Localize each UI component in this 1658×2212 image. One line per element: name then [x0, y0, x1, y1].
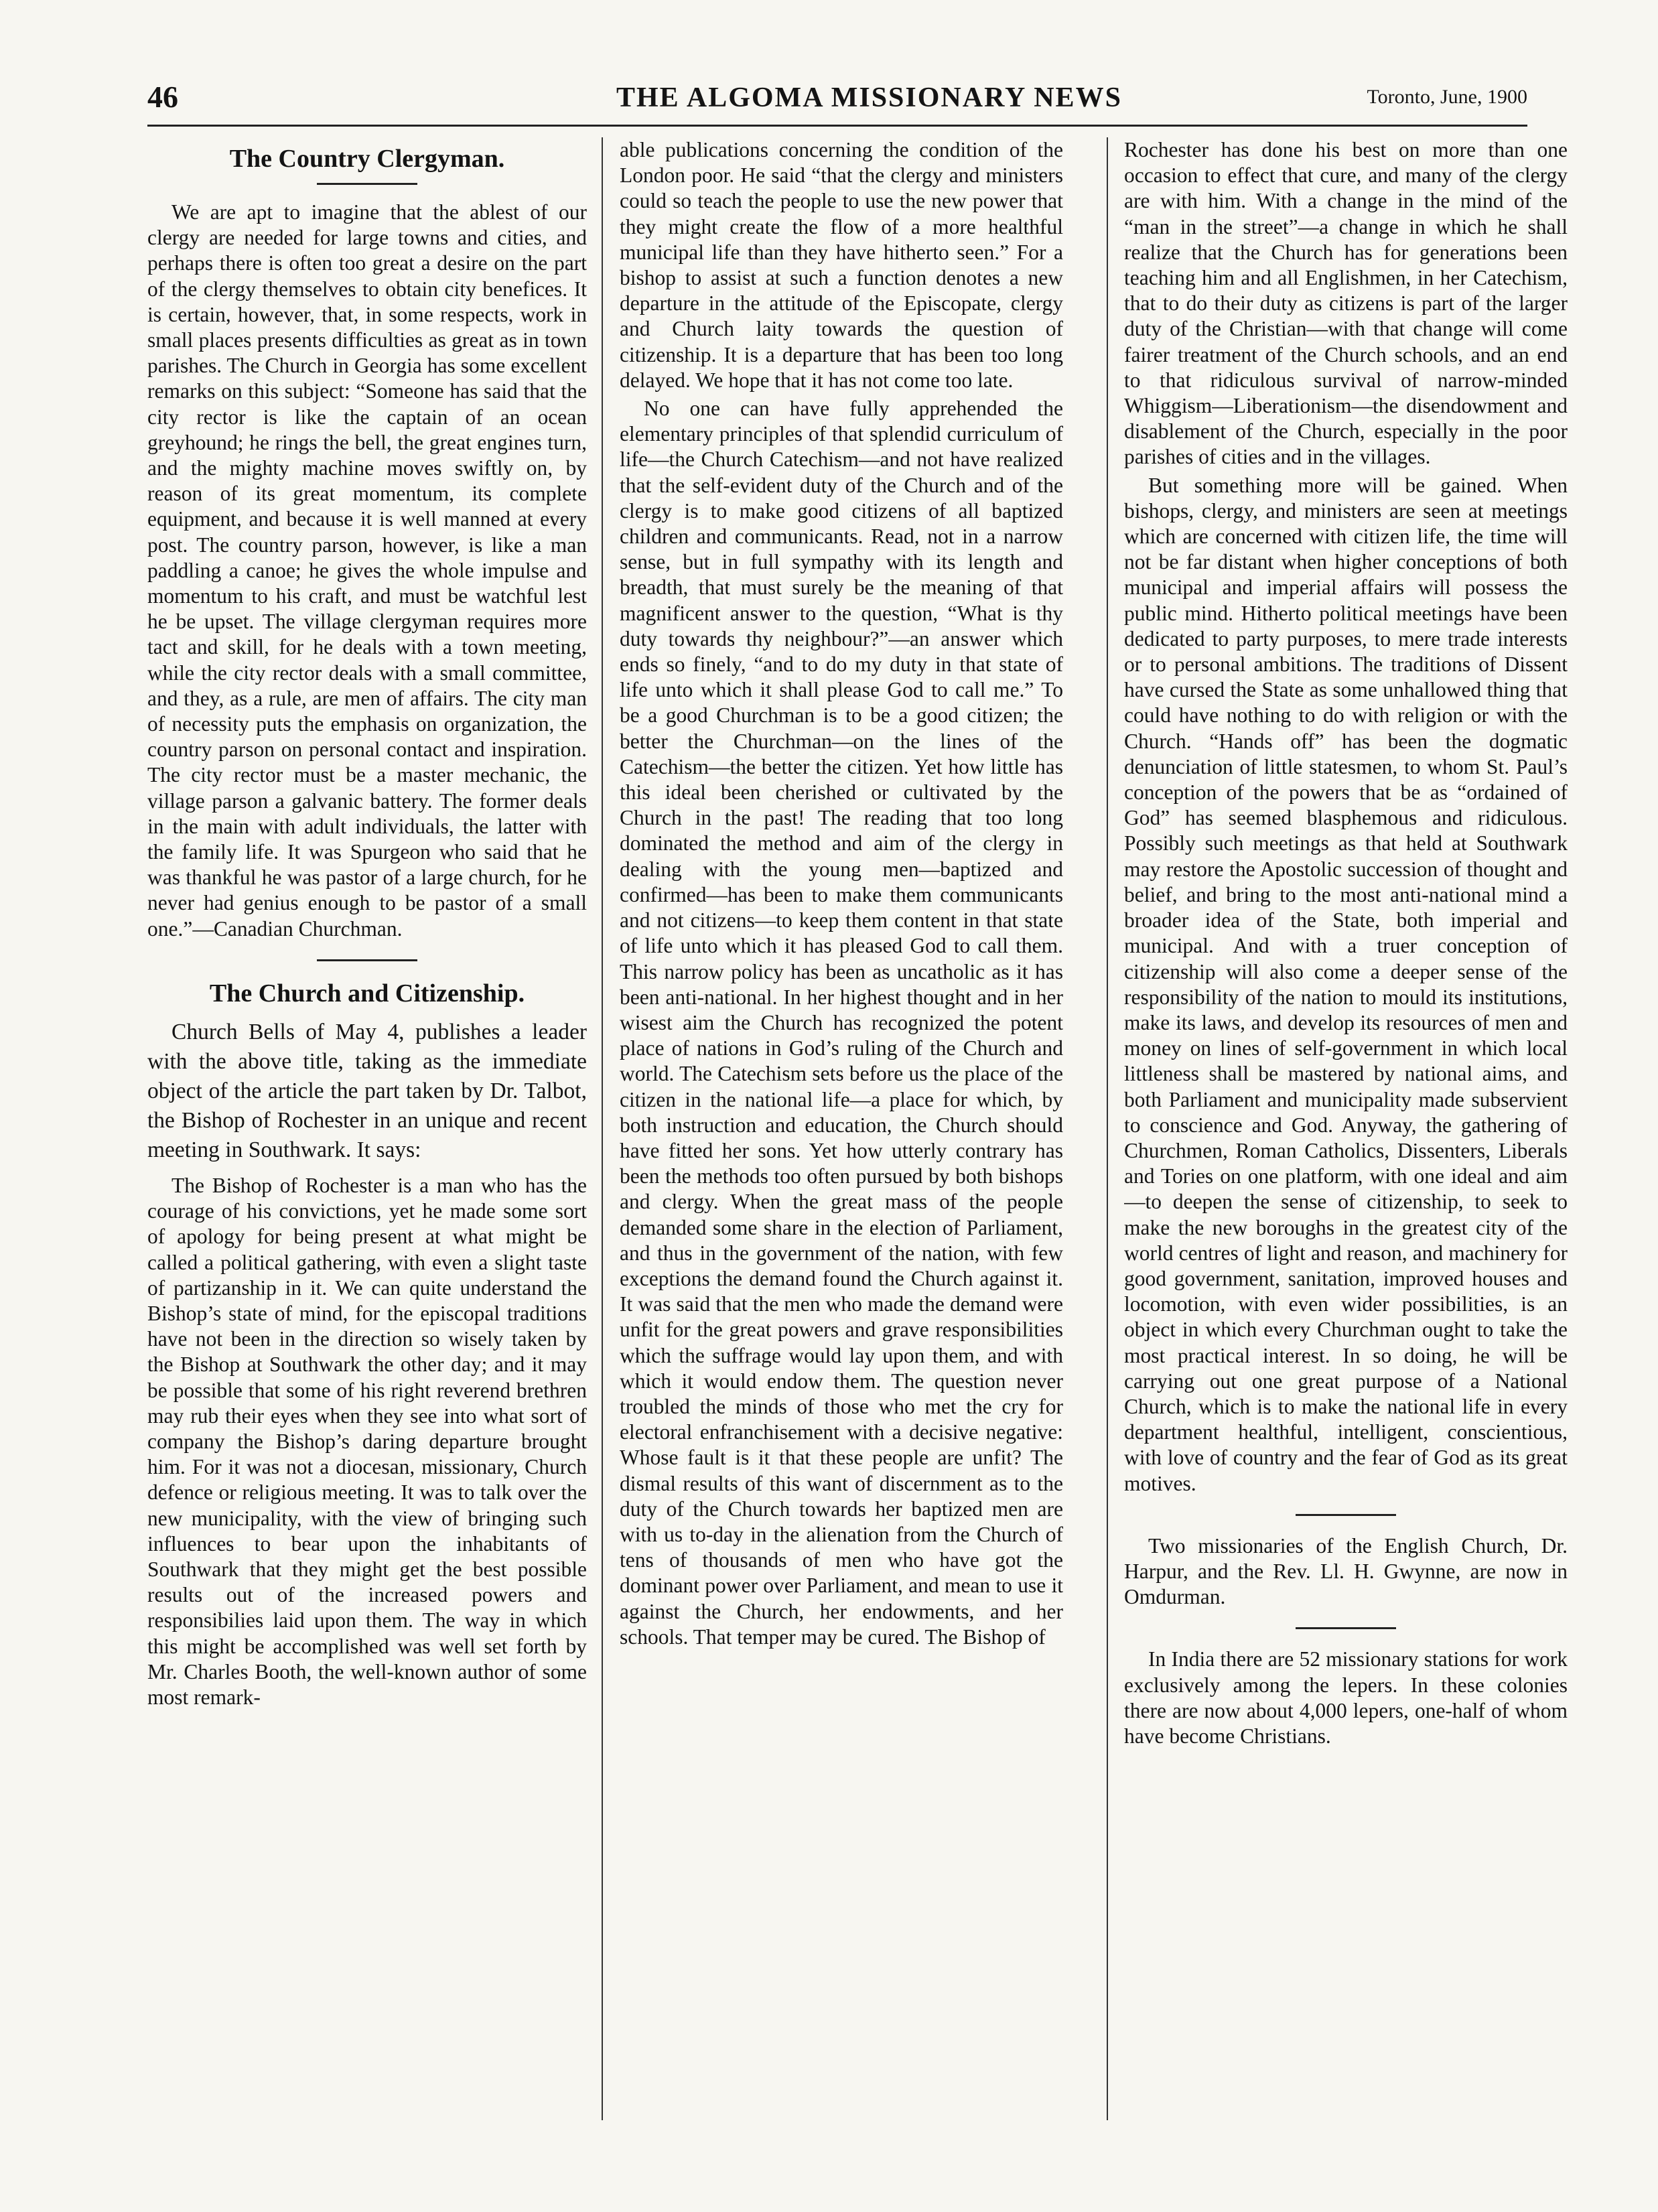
header-rule: [147, 125, 1527, 127]
section-divider: [1296, 1627, 1396, 1629]
page-number: 46: [147, 80, 178, 114]
article-paragraph: able publications concerning the condition of the London poor. He said “that the clergy and ministers could so teach the people to use the new power that they might create the flow of a more healthful municipal life than they have hitherto seen.” For a bishop to assist at such a function denotes a new departure in the attitude of the Episcopate, clergy and Church laity towards the question of citizenship. It is a departure that has been too long delayed. We hope that it has not come too late.: [620, 138, 1063, 392]
column-divider-2: [1107, 137, 1108, 2120]
column-divider-1: [602, 137, 603, 2120]
article-intro: Church Bells of May 4, publishes a leader with the above title, taking as the immediate object of the article the part taken by Dr. Talbot, the Bishop of Rochester in an unique and recent meeting in Southwark. It says:: [147, 1019, 587, 1162]
news-note: In India there are 52 missionary stations for work exclusively among the lepers. In these colonies there are now about 4,000 lepers, one-half of whom have become Christians.: [1124, 1647, 1568, 1748]
article-paragraph: The Bishop of Rochester is a man who has the courage of his convictions, yet he made some sort of apology for being present at what might be called a political gathering, with even a slight taste of partizanship in it. We can quite understand the Bishop’s state of mind, for the episcopal traditions have not been in the direction so wisely taken by the Bishop at Southwark the other day; and it may be possible that some of his right reverend brethren may rub their eyes when they see into what sort of company the Bishop’s daring departure brought him. For it was not a diocesan, missionary, Church defence or religious meeting. It was to talk over the new municipality, with the view of bringing such influences to bear upon the inhabitants of Southwark that they might get the best possible results out of the increased powers and responsibilies laid upon them. The way in which this might be accomplished was well set forth by Mr. Charles Booth, the well-known author of some most remark-: [147, 1173, 587, 1709]
section-divider: [317, 959, 417, 961]
section-divider: [1296, 1514, 1396, 1516]
title-rule: [317, 183, 417, 185]
column-3: [1124, 137, 1568, 2120]
article-paragraph: We are apt to imagine that the ablest of our clergy are needed for large towns and cities, and perhaps there is often too great a desire on the part of the clergy themselves to obtain city benefices. It is certain, however, that, in some respects, work in small places presents difficulties as great as in town parishes. The Church in Georgia has some excellent remarks on this subject: “Someone has said that the city rector is like the captain of an ocean greyhound; he rings the bell, the great engines turn, and the mighty machine moves swiftly on, by reason of its great momentum, its complete equipment, and because it is well manned at every post. The country parson, however, is like a man paddling a canoe; he gives the whole impulse and momentum to his craft, and must be watchful lest he be upset. The village clergyman requires more tact and skill, for he deals with a town meeting, while the city rector deals with a small committee, and they, as a rule, are men of affairs. The city man of necessity puts the emphasis on organization, the country parson on personal contact and inspiration. The city rector must be a master mechanic, the village parson a galvanic battery. The former deals in the main with adult individuals, the latter with the family life. It was Spurgeon who said that he was thankful he was pastor of a large church, for he never had genius enough to be pastor of a small one.”—Canadian Churchman.: [147, 200, 587, 941]
article-title-church-citizenship: The Church and Citizenship.: [209, 979, 525, 1008]
news-note: Two missionaries of the English Church, Dr. Harpur, and the Rev. Ll. H. Gwynne, are now in Omdurman.: [1124, 1533, 1568, 1609]
page-header: [147, 79, 1527, 126]
dateline: Toronto, June, 1900: [1367, 86, 1527, 108]
column-2: [620, 137, 1063, 2120]
article-paragraph: No one can have fully apprehended the elementary principles of that splendid curriculum of life—the Church Catechism—and not have realized that the self-evident duty of the Church and of the clergy is to make good citizens of all baptized children and communicants. Read, not in a narrow sense, but in full sympathy with its length and breadth, that must surely be the meaning of that magnificent answer to the question, “What is thy duty towards thy neighbour?”—an answer which ends so finely, “and to do my duty in that state of life unto which it shall please God to call me.” To be a good Churchman is to be a good citizen; the better the Churchman—on the lines of the Catechism—the better the citizen. Yet how little has this ideal been cherished or cultivated by the Church in the past! The reading that too long dominated the method and aim of the clergy in dealing with the young men—baptized and confirmed—has been to make them communicants and not citizens—to keep them content in that state of life unto which it has pleased God to call them. This narrow policy has been as uncatholic as it has been anti-national. In her highest thought and in her wisest aim the Church has recognized the potent place of nations in God’s ruling of the Church and world. The Catechism sets before us the place of the citizen in the national life—a place for which, by both instruction and education, the Church should have fitted her sons. Yet how utterly contrary has been the methods too often pursued by both bishops and clergy. When the great mass of the people demanded some share in the election of Parliament, and thus in the government of the nation, with few exceptions the demand found the Church against it. It was said that the men who made the demand were unfit for the great powers and grave responsibilities which the suffrage would lay upon them, and with which it would endow them. The question never troubled the minds of those who met the cry for electoral enfranchisement with a decisive negative: Whose fault is it that these people are unfit? The dismal results of this want of discernment as to the duty of the Church towards her baptized men are with us to-day in the alienation from the Church of tens of thousands of men who have got the dominant power over Parliament, and mean to use it against the Church, her endowments, and her schools. That temper may be cured. The Bishop of: [620, 397, 1063, 1649]
article-title-country-clergyman: The Country Clergyman.: [229, 145, 505, 173]
column-1: [147, 137, 587, 2120]
masthead: THE ALGOMA MISSIONARY NEWS: [616, 82, 1122, 113]
article-paragraph: But something more will be gained. When bishops, clergy, and ministers are seen at meetings which are concerned with citizen life, the time will not be far distant when higher conceptions of both municipal and imperial affairs will possess the public mind. Hitherto political meetings have been dedicated to party purposes, to mere trade interests or to personal ambitions. The traditions of Dissent have cursed the State as some unhallowed thing that could have nothing to do with religion or with the Church. “Hands off” has been the dogmatic denunciation of little statesmen, to whom St. Paul’s conception of the powers that be as “ordained of God” has seemed blasphemous and ridiculous. Possibly such meetings as that held at Southwark may restore the Apostolic succession of thought and belief, and bring to the most anti-national mind a broader idea of the State, both imperial and municipal. And with a truer conception of citizenship will also come a deeper sense of the responsibility of the nation to mould its institutions, make its laws, and develop its resources of men and money on lines of self-government in which local littleness shall be mastered by national aims, and both Parliament and municipality made subservient to conscience and God. Anyway, the gathering of Churchmen, Roman Catholics, Dissenters, Liberals and Tories on one platform, with one ideal and aim—to deepen the sense of citizenship, to seek to make the new boroughs in the greatest city of the world centres of light and reason, and machinery for good government, sanitation, improved houses and locomotion, with even wider possibilities, is an object in which every Churchman ought to take the most practical interest. In so doing, he will be carrying out one great purpose of a National Church, which is to make the national life in every department healthful, intelligent, conscientious, with love of country and the fear of God as its great motives.: [1124, 473, 1568, 1495]
article-paragraph: Rochester has done his best on more than one occasion to effect that cure, and many of the clergy are with him. With a change in the mind of the “man in the street”—a change in which he shall realize that the Church has for generations been teaching him and all Englishmen, in her Catechism, that to do their duty as citizens is part of the larger duty of the Christian—with that change will come fairer treatment of the Church schools, and an end to that ridiculous survival of narrow-minded Whiggism—Liberationism—the disendowment and disablement of the Church, especially in the poor parishes of cities and in the villages.: [1124, 138, 1568, 469]
